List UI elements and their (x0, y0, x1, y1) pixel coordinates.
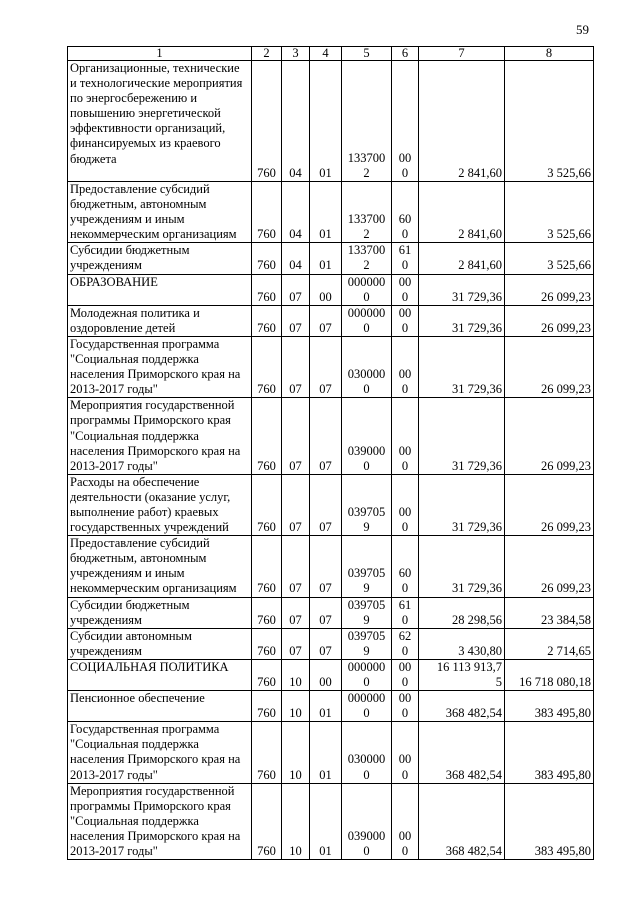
table-row (68, 305, 594, 336)
cell-subsection: 01 (310, 691, 342, 722)
row-name: Организационные, технические и технологические мероприятия по энергосбережению и повышению энергетической эффективности организаций, финансируемых из краевого бюджета (68, 61, 252, 182)
cell-expense-type: 00 0 (392, 336, 419, 397)
cell-ministry: 760 (252, 722, 282, 783)
column-header: 1 (68, 47, 252, 61)
cell-amount-1: 31 729,36 (419, 336, 505, 397)
table-row (68, 398, 594, 474)
column-header: 2 (252, 47, 282, 61)
cell-amount-2: 383 495,80 (505, 783, 594, 859)
cell-ministry: 760 (252, 659, 282, 690)
cell-section: 07 (282, 305, 310, 336)
row-name: Государственная программа "Социальная поддержка населения Приморского края на 2013-2017 годы" (68, 722, 252, 783)
cell-subsection: 01 (310, 182, 342, 243)
cell-target-article: 039705 9 (342, 536, 392, 597)
cell-amount-1: 368 482,54 (419, 722, 505, 783)
cell-expense-type: 60 0 (392, 182, 419, 243)
cell-amount-1: 2 841,60 (419, 182, 505, 243)
cell-ministry: 760 (252, 305, 282, 336)
cell-expense-type: 00 0 (392, 61, 419, 182)
cell-section: 04 (282, 182, 310, 243)
cell-subsection: 07 (310, 597, 342, 628)
row-name: Субсидии автономным учреждениям (68, 628, 252, 659)
row-name: Субсидии бюджетным учреждениям (68, 243, 252, 274)
cell-ministry: 760 (252, 783, 282, 859)
cell-subsection: 01 (310, 243, 342, 274)
cell-expense-type: 00 0 (392, 398, 419, 474)
cell-section: 04 (282, 243, 310, 274)
cell-section: 07 (282, 336, 310, 397)
cell-section: 10 (282, 659, 310, 690)
row-name: Мероприятия государственной программы Приморского края "Социальная поддержка населения Приморского края на 2013-2017 годы" (68, 783, 252, 859)
cell-subsection: 07 (310, 474, 342, 535)
cell-subsection: 07 (310, 536, 342, 597)
cell-ministry: 760 (252, 336, 282, 397)
cell-amount-2: 26 099,23 (505, 536, 594, 597)
table-row (68, 628, 594, 659)
cell-section: 10 (282, 722, 310, 783)
row-name: Молодежная политика и оздоровление детей (68, 305, 252, 336)
cell-amount-1: 31 729,36 (419, 305, 505, 336)
cell-target-article: 039705 9 (342, 628, 392, 659)
cell-amount-2: 26 099,23 (505, 336, 594, 397)
cell-ministry: 760 (252, 628, 282, 659)
cell-amount-2: 26 099,23 (505, 398, 594, 474)
column-header: 8 (505, 47, 594, 61)
cell-ministry: 760 (252, 274, 282, 305)
cell-target-article: 000000 0 (342, 305, 392, 336)
cell-section: 07 (282, 474, 310, 535)
cell-amount-2: 383 495,80 (505, 691, 594, 722)
cell-amount-2: 3 525,66 (505, 243, 594, 274)
cell-target-article: 133700 2 (342, 243, 392, 274)
cell-expense-type: 00 0 (392, 659, 419, 690)
column-header: 5 (342, 47, 392, 61)
cell-subsection: 00 (310, 659, 342, 690)
cell-expense-type: 62 0 (392, 628, 419, 659)
cell-section: 07 (282, 536, 310, 597)
table-row (68, 61, 594, 182)
cell-expense-type: 00 0 (392, 474, 419, 535)
row-name: Предоставление субсидий бюджетным, автономным учреждениям и иным некоммерческим организациям (68, 182, 252, 243)
column-header: 4 (310, 47, 342, 61)
table-row (68, 691, 594, 722)
cell-subsection: 01 (310, 722, 342, 783)
cell-amount-1: 3 430,80 (419, 628, 505, 659)
cell-ministry: 760 (252, 61, 282, 182)
table-header-row (68, 47, 594, 61)
table-row (68, 243, 594, 274)
cell-subsection: 07 (310, 398, 342, 474)
cell-amount-1: 31 729,36 (419, 536, 505, 597)
cell-subsection: 00 (310, 274, 342, 305)
row-name: ОБРАЗОВАНИЕ (68, 274, 252, 305)
column-header: 7 (419, 47, 505, 61)
cell-ministry: 760 (252, 243, 282, 274)
cell-amount-2: 383 495,80 (505, 722, 594, 783)
cell-section: 07 (282, 274, 310, 305)
column-header: 3 (282, 47, 310, 61)
cell-amount-1: 31 729,36 (419, 398, 505, 474)
cell-section: 10 (282, 783, 310, 859)
cell-subsection: 01 (310, 61, 342, 182)
cell-expense-type: 60 0 (392, 536, 419, 597)
cell-ministry: 760 (252, 398, 282, 474)
table-row (68, 274, 594, 305)
table-row (68, 536, 594, 597)
table-row (68, 597, 594, 628)
cell-section: 10 (282, 691, 310, 722)
cell-expense-type: 00 0 (392, 274, 419, 305)
row-name: Пенсионное обеспечение (68, 691, 252, 722)
table-row (68, 659, 594, 690)
column-header: 6 (392, 47, 419, 61)
cell-amount-2: 3 525,66 (505, 61, 594, 182)
cell-amount-2: 16 718 080,18 (505, 659, 594, 690)
cell-expense-type: 61 0 (392, 243, 419, 274)
cell-section: 07 (282, 398, 310, 474)
cell-expense-type: 00 0 (392, 691, 419, 722)
cell-ministry: 760 (252, 474, 282, 535)
table-row (68, 474, 594, 535)
row-name: Субсидии бюджетным учреждениям (68, 597, 252, 628)
cell-ministry: 760 (252, 182, 282, 243)
cell-amount-1: 2 841,60 (419, 61, 505, 182)
budget-table (67, 46, 594, 860)
row-name: Мероприятия государственной программы Приморского края "Социальная поддержка населения Приморского края на 2013-2017 годы" (68, 398, 252, 474)
cell-subsection: 01 (310, 783, 342, 859)
cell-amount-2: 26 099,23 (505, 274, 594, 305)
cell-amount-2: 2 714,65 (505, 628, 594, 659)
cell-ministry: 760 (252, 691, 282, 722)
cell-amount-1: 368 482,54 (419, 691, 505, 722)
cell-subsection: 07 (310, 305, 342, 336)
cell-target-article: 030000 0 (342, 336, 392, 397)
cell-amount-1: 2 841,60 (419, 243, 505, 274)
cell-amount-2: 26 099,23 (505, 305, 594, 336)
cell-expense-type: 00 0 (392, 783, 419, 859)
cell-target-article: 039000 0 (342, 398, 392, 474)
cell-section: 07 (282, 628, 310, 659)
cell-subsection: 07 (310, 336, 342, 397)
row-name: Расходы на обеспечение деятельности (оказание услуг, выполнение работ) краевых государственных учреждений (68, 474, 252, 535)
cell-target-article: 133700 2 (342, 182, 392, 243)
cell-amount-2: 26 099,23 (505, 474, 594, 535)
cell-target-article: 030000 0 (342, 722, 392, 783)
table-row (68, 722, 594, 783)
cell-amount-2: 23 384,58 (505, 597, 594, 628)
cell-target-article: 039705 9 (342, 474, 392, 535)
cell-amount-1: 31 729,36 (419, 474, 505, 535)
row-name: Предоставление субсидий бюджетным, автономным учреждениям и иным некоммерческим организациям (68, 536, 252, 597)
cell-expense-type: 00 0 (392, 305, 419, 336)
cell-ministry: 760 (252, 536, 282, 597)
row-name: Государственная программа "Социальная поддержка населения Приморского края на 2013-2017 годы" (68, 336, 252, 397)
row-name: СОЦИАЛЬНАЯ ПОЛИТИКА (68, 659, 252, 690)
cell-target-article: 000000 0 (342, 274, 392, 305)
cell-target-article: 133700 2 (342, 61, 392, 182)
cell-amount-2: 3 525,66 (505, 182, 594, 243)
cell-target-article: 000000 0 (342, 659, 392, 690)
cell-amount-1: 368 482,54 (419, 783, 505, 859)
cell-amount-1: 16 113 913,7 5 (419, 659, 505, 690)
cell-target-article: 000000 0 (342, 691, 392, 722)
table-row (68, 182, 594, 243)
table-row (68, 783, 594, 859)
cell-target-article: 039705 9 (342, 597, 392, 628)
cell-expense-type: 61 0 (392, 597, 419, 628)
cell-expense-type: 00 0 (392, 722, 419, 783)
cell-target-article: 039000 0 (342, 783, 392, 859)
cell-subsection: 07 (310, 628, 342, 659)
cell-amount-1: 28 298,56 (419, 597, 505, 628)
table-row (68, 336, 594, 397)
cell-ministry: 760 (252, 597, 282, 628)
cell-section: 04 (282, 61, 310, 182)
cell-amount-1: 31 729,36 (419, 274, 505, 305)
page-number: 59 (576, 22, 589, 37)
cell-section: 07 (282, 597, 310, 628)
